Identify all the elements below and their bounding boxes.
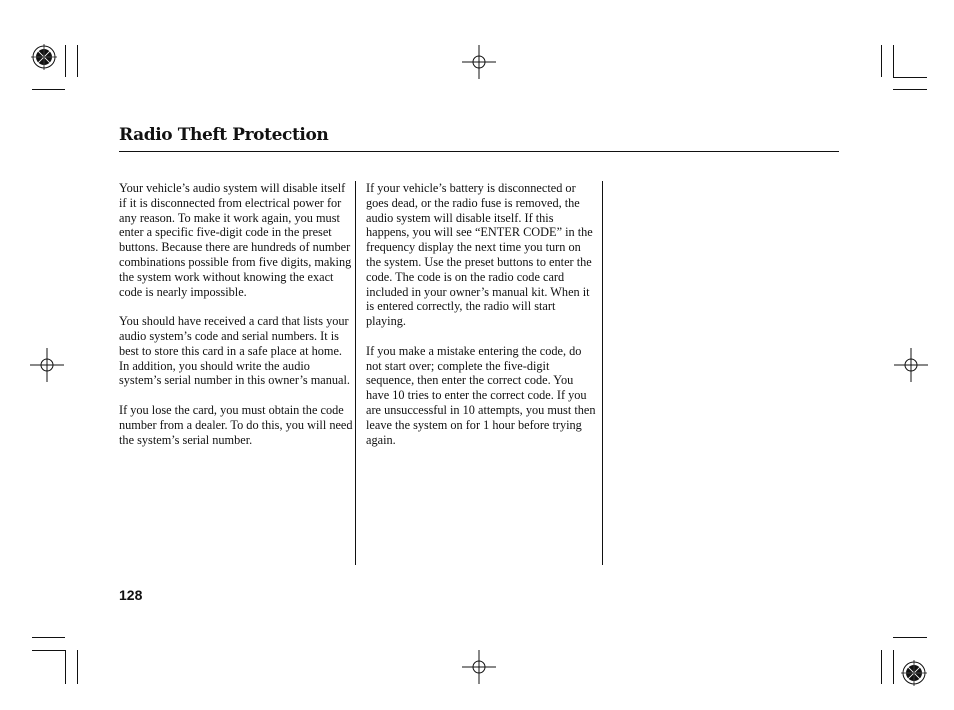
page-number: 128 [119, 587, 143, 603]
crosshair-bottom-icon [462, 650, 496, 684]
crosshair-right-icon [894, 348, 928, 382]
column-1 [119, 181, 355, 462]
column-divider [602, 181, 603, 565]
paragraph: If your vehicle’s battery is disconnected or goes dead, or the radio fuse is removed, the audio system will disable itself. If this happens, you will see “ENTER CODE” in the frequency display the next time you turn on the system. Use the preset buttons to enter the code. The code is on the radio code card included in your owner’s manual kit. When it is entered correctly, the radio will start playing. [366, 181, 593, 329]
registration-mark-top-left-icon [31, 44, 57, 70]
column-2 [366, 181, 596, 462]
page-title: Radio Theft Protection [119, 125, 329, 145]
paragraph: You should have received a card that lists your audio system’s code and serial numbers. It is best to store this card in a safe place at home. In addition, you should write the audio system’s serial number in this owner’s manual. [119, 314, 350, 388]
paragraph: If you make a mistake entering the code, do not start over; complete the five-digit sequence, then enter the correct code. You have 10 tries to enter the correct code. If you are unsuccessful in 10 attempts, you must then leave the system on for 1 hour before trying again. [366, 343, 596, 447]
crosshair-top-icon [462, 45, 496, 79]
crosshair-left-icon [30, 348, 64, 382]
heading-rule [119, 151, 839, 152]
paragraph: Your vehicle’s audio system will disable itself if it is disconnected from electrical power for any reason. To make it work again, you must enter a specific five-digit code in the preset buttons. Because there are hundreds of number combinations possible from five digits, making the system work without knowing the exact code is nearly impossible. [119, 181, 352, 299]
paragraph: If you lose the card, you must obtain the code number from a dealer. To do this, you will need the system’s serial number. [119, 402, 353, 447]
column-divider [355, 181, 356, 565]
registration-mark-bottom-right-icon [901, 660, 927, 686]
